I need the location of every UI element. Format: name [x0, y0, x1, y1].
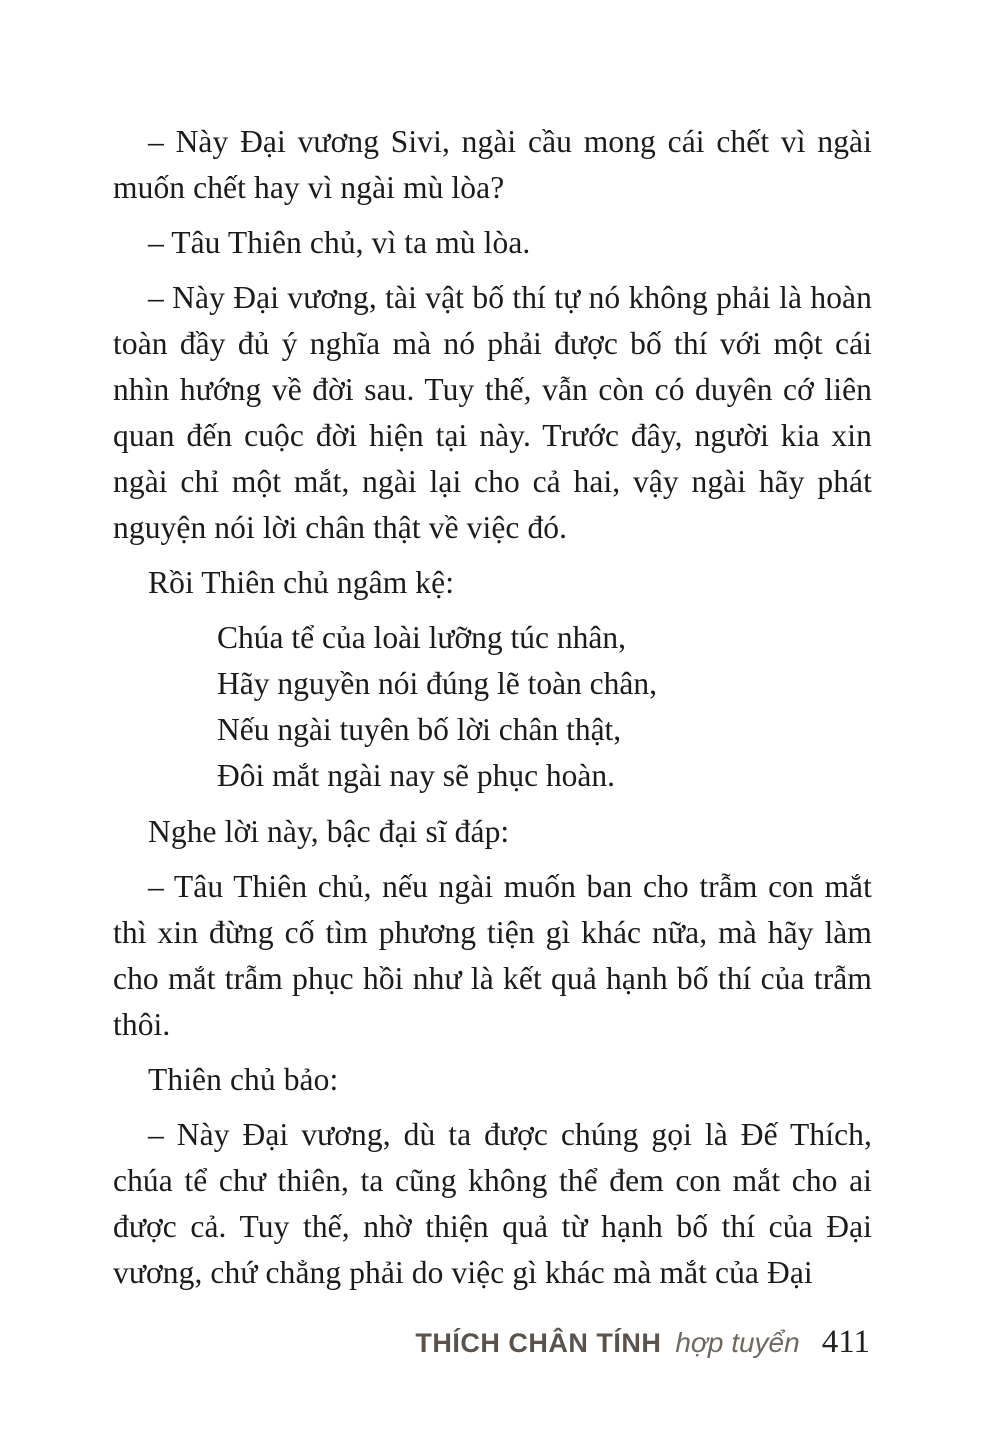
- dialog-paragraph: – Tâu Thiên chủ, vì ta mù lòa.: [148, 225, 531, 260]
- footer-author-name: THÍCH CHÂN TÍNH: [415, 1328, 662, 1358]
- verse-block: [217, 615, 872, 799]
- verse-line: Đôi mắt ngài nay sẽ phục hoàn.: [217, 758, 616, 793]
- narration-paragraph: Thiên chủ bảo:: [148, 1062, 339, 1097]
- dialog-paragraph: – Này Đại vương, tài vật bố thí tự nó không phải là hoàn toàn đầy đủ ý nghĩa mà nó phải được bố thí với một cái nhìn hướng về đời sau. Tuy thế, vẫn còn có duyên cớ liên quan đến cuộc đời hiện tại này. Trước đây, người kia xin ngài chỉ một mắt, ngài lại cho cả hai, vậy ngài hãy phát nguyện nói lời chân thật về việc đó.: [113, 280, 872, 545]
- verse-line: Nếu ngài tuyên bố lời chân thật,: [217, 712, 622, 747]
- page-footer: [0, 1324, 870, 1361]
- verse-line: Chúa tể của loài lưỡng túc nhân,: [217, 620, 626, 655]
- dialog-paragraph: – Tâu Thiên chủ, nếu ngài muốn ban cho trẫm con mắt thì xin đừng cố tìm phương tiện gì khác nữa, mà hãy làm cho mắt trẫm phục hồi như là kết quả hạnh bố thí của trẫm thôi.: [113, 869, 872, 1042]
- dialog-paragraph: – Này Đại vương, dù ta được chúng gọi là Đế Thích, chúa tể chư thiên, ta cũng không thể đem con mắt cho ai được cả. Tuy thế, nhờ thiện quả từ hạnh bố thí của Đại vương, chứ chẳng phải do việc gì khác mà mắt của Đại: [113, 1117, 872, 1290]
- narration-paragraph: Rồi Thiên chủ ngâm kệ:: [148, 565, 455, 600]
- dialog-paragraph: – Này Đại vương Sivi, ngài cầu mong cái chết vì ngài muốn chết hay vì ngài mù lòa?: [113, 124, 872, 205]
- page-content: [113, 119, 872, 1305]
- narration-paragraph: Nghe lời này, bậc đại sĩ đáp:: [148, 814, 510, 849]
- page-number: 411: [821, 1324, 870, 1360]
- footer-collection-title: hợp tuyển: [675, 1327, 800, 1358]
- verse-line: Hãy nguyền nói đúng lẽ toàn chân,: [217, 666, 658, 701]
